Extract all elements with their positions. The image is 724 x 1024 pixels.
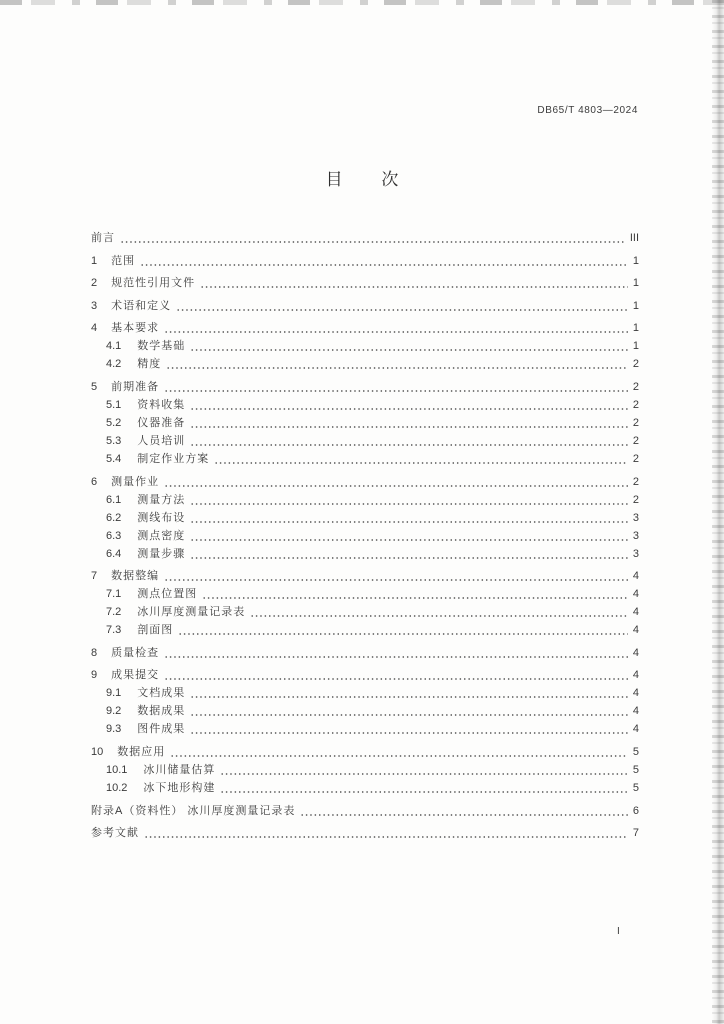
- toc-entry-label: 基本要求: [111, 322, 160, 335]
- toc-entry-page: 5: [632, 781, 639, 794]
- toc-entry-label: 冰下地形构建: [143, 781, 216, 794]
- toc-entry-number: 9.1: [106, 687, 122, 700]
- toc-leader: [190, 527, 628, 545]
- toc-entry: [91, 644, 639, 662]
- scan-edge-top: [0, 0, 724, 5]
- toc-leader: [164, 473, 628, 491]
- toc-entry-label: 冰川厚度测量记录表: [137, 606, 246, 619]
- toc-entry-page: 6: [632, 804, 639, 817]
- toc-entry-page: 2: [632, 434, 639, 447]
- toc-entry-page: 2: [632, 493, 639, 506]
- toc-entry-page: 1: [632, 277, 639, 290]
- toc-leader: [120, 229, 626, 247]
- toc-entry-page: 2: [632, 475, 639, 488]
- toc-leader: [190, 684, 628, 702]
- toc-entry: [91, 824, 639, 842]
- toc-entry-label: 制定作业方案: [137, 452, 210, 465]
- toc-entry-label: 前言: [91, 232, 115, 244]
- toc-entry-label: 术语和定义: [111, 299, 172, 312]
- toc-entry-number: 10.2: [106, 781, 128, 794]
- toc-subentry: [91, 761, 639, 779]
- toc-leader: [176, 297, 628, 315]
- toc-subentry: [91, 684, 639, 702]
- toc-leader: [190, 702, 628, 720]
- toc-entry-number: 10: [91, 745, 104, 758]
- toc-leader: [170, 743, 628, 761]
- toc-entry-page: 2: [632, 416, 639, 429]
- toc-entry-label: 冰川储量估算: [143, 763, 216, 776]
- toc-entry-label: 人员培训: [137, 434, 186, 447]
- toc-entry-page: 2: [632, 398, 639, 411]
- toc-entry-page: 2: [632, 380, 639, 393]
- toc-entry-number: 4.1: [106, 340, 122, 353]
- toc-leader: [220, 779, 628, 797]
- toc-leader: [144, 824, 628, 842]
- toc-entry-page: 2: [632, 452, 639, 465]
- toc-leader: [200, 274, 628, 292]
- toc-entry-page: 4: [632, 687, 639, 700]
- toc-entry-label: 成果提交: [111, 669, 160, 682]
- toc-subentry: [91, 621, 639, 639]
- toc-entry-number: 2: [91, 277, 98, 290]
- toc-entry-label: 数据成果: [137, 705, 186, 718]
- toc-leader: [220, 761, 628, 779]
- toc-entry-label: 资料收集: [137, 398, 186, 411]
- toc-entry-number: 6: [91, 475, 98, 488]
- toc-leader: [190, 414, 628, 432]
- toc-entry-page: 4: [632, 588, 639, 601]
- toc-entry-label: 测量方法: [137, 493, 186, 506]
- toc-entry-number: 4: [91, 322, 98, 335]
- toc-entry-label: 剖面图: [137, 624, 174, 637]
- toc-subentry: [91, 779, 639, 797]
- toc-entry-number: 5.4: [106, 452, 122, 465]
- toc-entry-label: 测点密度: [137, 529, 186, 542]
- toc-leader: [178, 621, 628, 639]
- toc-subentry: [91, 432, 639, 450]
- toc-leader: [202, 585, 628, 603]
- toc-entry: [91, 473, 639, 491]
- toc-entry-number: 5.1: [106, 398, 122, 411]
- toc-entry-number: 7.2: [106, 606, 122, 619]
- toc-subentry: [91, 355, 639, 373]
- document-number: DB65/T 4803—2024: [537, 105, 638, 116]
- toc-entry-number: 5.3: [106, 434, 122, 447]
- toc-entry-label: 测量作业: [111, 475, 160, 488]
- toc-entry-number: 9.3: [106, 723, 122, 736]
- toc-subentry: [91, 414, 639, 432]
- toc-entry-number: 7.1: [106, 588, 122, 601]
- toc-leader: [190, 396, 628, 414]
- toc-leader: [164, 644, 628, 662]
- toc-entry-number: 6.2: [106, 511, 122, 524]
- toc-entry: [91, 666, 639, 684]
- toc-entry-page: 1: [632, 322, 639, 335]
- toc-entry-number: 5.2: [106, 416, 122, 429]
- toc-entry: [91, 743, 639, 761]
- toc-entry-number: 9.2: [106, 705, 122, 718]
- toc-subentry: [91, 545, 639, 563]
- toc-entry-label: 数学基础: [137, 340, 186, 353]
- toc-subentry: [91, 491, 639, 509]
- toc-entry: [91, 378, 639, 396]
- toc-entry-label: 质量检查: [111, 646, 160, 659]
- toc-leader: [190, 545, 628, 563]
- toc-entry-page: 1: [632, 299, 639, 312]
- toc-leader: [164, 666, 628, 684]
- toc-leader: [190, 720, 628, 738]
- toc-leader: [300, 802, 628, 820]
- toc-entry-number: 6.1: [106, 493, 122, 506]
- toc-leader: [164, 378, 628, 396]
- toc-leader: [214, 450, 628, 468]
- toc-subentry: [91, 450, 639, 468]
- toc-subentry: [91, 337, 639, 355]
- toc-entry-label: 前期准备: [111, 380, 160, 393]
- toc-subentry: [91, 585, 639, 603]
- toc-entry-number: 5: [91, 380, 98, 393]
- scan-edge-right: [712, 0, 724, 1024]
- toc-entry-label: 测线布设: [137, 511, 186, 524]
- toc-entry-label: 数据应用: [117, 745, 166, 758]
- toc-subentry: [91, 720, 639, 738]
- toc-entry-page: 4: [632, 606, 639, 619]
- toc-entry-label: 规范性引用文件: [111, 277, 196, 290]
- toc-leader: [190, 337, 628, 355]
- toc-leader: [190, 509, 628, 527]
- toc-entry-number: 9: [91, 669, 98, 682]
- toc-subentry: [91, 509, 639, 527]
- toc-entry-label: 测量步骤: [137, 547, 186, 560]
- page-title: 目 次: [325, 170, 416, 189]
- toc-leader: [190, 491, 628, 509]
- toc-entry-label: 仪器准备: [137, 416, 186, 429]
- toc-subentry: [91, 396, 639, 414]
- toc-entry-label: 范围: [111, 254, 136, 267]
- toc-entry-number: 8: [91, 646, 98, 659]
- toc-entry-page: 5: [632, 745, 639, 758]
- toc-subentry: [91, 603, 639, 621]
- toc-entry-label: 测点位置图: [137, 588, 198, 601]
- toc-entry: [91, 297, 639, 315]
- toc-entry-number: 7.3: [106, 624, 122, 637]
- toc-entry-label: 数据整编: [111, 570, 160, 583]
- toc-entry: [91, 802, 639, 820]
- toc-entry-page: 4: [632, 723, 639, 736]
- toc-entry-page: 4: [632, 669, 639, 682]
- toc-leader: [250, 603, 628, 621]
- table-of-contents: [91, 229, 639, 842]
- toc-entry: [91, 319, 639, 337]
- toc-entry-label: 文档成果: [137, 687, 186, 700]
- toc-subentry: [91, 702, 639, 720]
- toc-entry-page: 5: [632, 763, 639, 776]
- toc-entry-page: 1: [632, 254, 639, 267]
- toc-leader: [140, 252, 628, 270]
- toc-entry-page: III: [629, 232, 639, 244]
- toc-leader: [164, 319, 628, 337]
- toc-entry-page: 3: [632, 511, 639, 524]
- toc-entry-page: 3: [632, 529, 639, 542]
- toc-entry-page: 4: [632, 570, 639, 583]
- toc-entry: [91, 567, 639, 585]
- toc-leader: [164, 567, 628, 585]
- toc-entry-label: 附录A（资料性） 冰川厚度测量记录表: [91, 804, 296, 817]
- toc-entry-number: 4.2: [106, 358, 122, 371]
- toc-entry-label: 精度: [137, 358, 162, 371]
- toc-entry-page: 4: [632, 624, 639, 637]
- toc-entry: [91, 274, 639, 292]
- toc-entry-number: 3: [91, 299, 98, 312]
- toc-leader: [190, 432, 628, 450]
- toc-entry-number: 6.3: [106, 529, 122, 542]
- toc-entry-label: 参考文献: [91, 827, 139, 840]
- toc-entry-number: 10.1: [106, 763, 128, 776]
- toc-leader: [166, 355, 628, 373]
- toc-entry-page: 1: [632, 340, 639, 353]
- toc-entry-number: 1: [91, 254, 98, 267]
- toc-entry-page: 2: [632, 358, 639, 371]
- toc-entry-number: 6.4: [106, 547, 122, 560]
- toc-entry-page: 4: [632, 646, 639, 659]
- toc-entry: [91, 252, 639, 270]
- footer-page-number: I: [617, 926, 620, 937]
- toc-entry-number: 7: [91, 570, 98, 583]
- toc-entry-page: 3: [632, 547, 639, 560]
- toc-entry: [91, 229, 639, 247]
- toc-entry-page: 7: [632, 827, 639, 840]
- toc-subentry: [91, 527, 639, 545]
- toc-entry-label: 图件成果: [137, 723, 186, 736]
- toc-entry-page: 4: [632, 705, 639, 718]
